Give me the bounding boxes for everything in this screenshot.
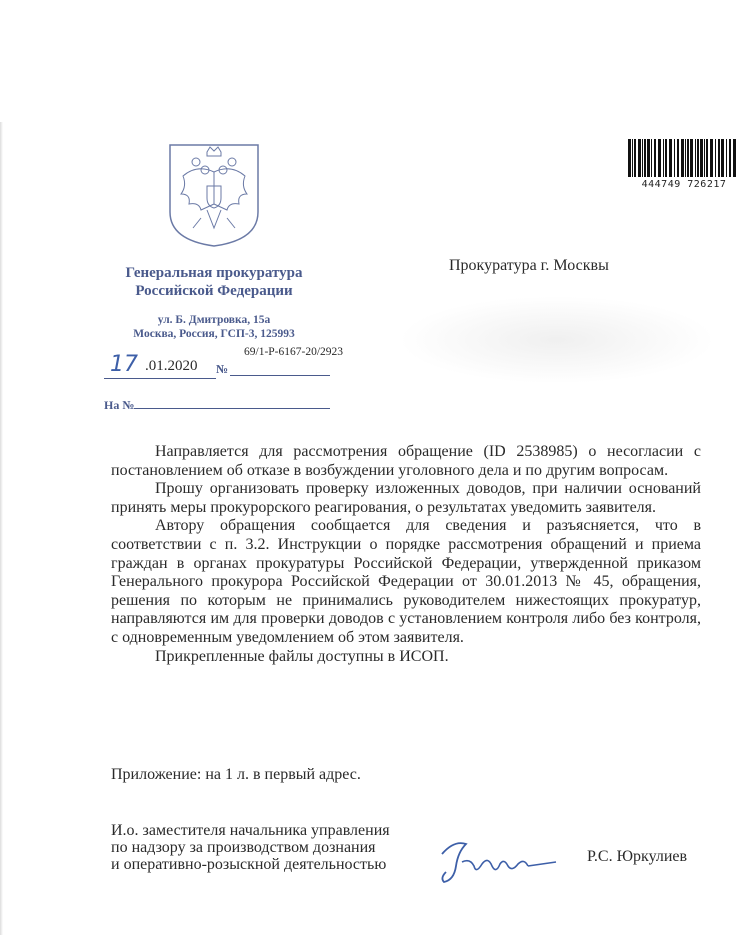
organization-address-line1: ул. Б. Дмитровка, 15а [157, 314, 271, 326]
barcode-bar [681, 139, 684, 177]
organization-name [100, 264, 328, 300]
organization-name-line1: Генеральная прокуратура [125, 265, 303, 281]
barcode-bar [658, 139, 661, 177]
addressee: Прокуратура г. Москвы [449, 257, 609, 274]
barcode-bar [706, 139, 708, 177]
organization-address-line2: Москва, Россия, ГСП-3, 125993 [133, 328, 295, 340]
body-paragraph-1: Направляется для рассмотрения обращение (ID 2538985) о несогласии с постановлением об отказе в возбуждении уголовного дела и по другим вопросам. [111, 443, 701, 479]
barcode-bar [718, 139, 720, 177]
date-handwritten: 17 [110, 352, 138, 377]
barcode-bar [632, 139, 633, 177]
barcode-icon [626, 139, 742, 177]
body-paragraph-4: Прикрепленные файлы доступны в ИСОП. [155, 647, 449, 665]
appendix-note: Приложение: на 1 л. в первый адрес. [111, 766, 361, 783]
signer-position-line3: и оперативно-розыскной деятельностью [111, 856, 387, 873]
barcode-bar [647, 139, 650, 177]
barcode-bar [654, 139, 656, 177]
signer-position-line1: И.о. заместителя начальника управления [111, 822, 390, 839]
barcode-bar [697, 139, 699, 177]
body-paragraph-3: Автору обращения сообщается для сведения и разъясняется, что в соответствии с п. 3.2. Инструкции о порядке рассмотрения обращений и приема граждан в органах прокуратуры Российской Федерации, утвержденной приказом Генерального прокурора Российской Федерации от 30.01.2013 № 45, обращения, решения по которым не принимались руководителем нижестоящих прокуратур, направляются им для проверки доводов с установлением контроля либо без контроля, с одновременным уведомлением об этом заявителя. [111, 517, 701, 646]
barcode-bar [644, 139, 646, 177]
barcode-bar [669, 139, 672, 177]
signer-name: Р.С. Юркулиев [587, 848, 688, 865]
scan-edge-shadow [0, 122, 3, 935]
barcode-bar [642, 139, 643, 177]
barcode-bar [704, 139, 705, 177]
barcode-bar [628, 139, 631, 177]
organization-address [100, 313, 328, 341]
reply-to-label: На № [104, 398, 135, 412]
barcode-bar [687, 139, 689, 177]
date-printed: .01.2020 [145, 358, 198, 374]
barcode-bar [695, 139, 696, 177]
barcode-bar [710, 139, 713, 177]
barcode-bar [729, 139, 731, 177]
barcode-bar [674, 139, 675, 177]
body-paragraph-2: Прошу организовать проверку изложенных доводов, при наличии оснований принять меры прокурорского реагирования, о результатах уведомить заявителя. [111, 480, 701, 516]
redacted-area [398, 296, 716, 384]
reply-to-field-line [134, 408, 330, 409]
signer-position [111, 822, 431, 873]
barcode-bar [733, 139, 736, 177]
barcode-bar [634, 139, 636, 177]
letter-body [111, 443, 701, 666]
barcode-bar [638, 139, 641, 177]
barcode-bar [665, 139, 667, 177]
barcode-bar [690, 139, 693, 177]
barcode-bar [700, 139, 703, 177]
number-label: № [216, 362, 229, 376]
coat-of-arms-icon [167, 142, 261, 248]
barcode-bar [651, 139, 652, 177]
outgoing-number: 69/1-Р-6167-20/2923 [244, 346, 344, 358]
signature-icon [436, 832, 560, 890]
barcode-bar [685, 139, 686, 177]
signer-position-line2: по надзору за производством дознания [111, 839, 376, 856]
organization-name-line2: Российской Федерации [135, 283, 293, 299]
barcode-bar [677, 139, 679, 177]
barcode-bar [663, 139, 664, 177]
barcode-bar [715, 139, 716, 177]
barcode-number: 444749 726217 [641, 179, 727, 190]
barcode-bar [726, 139, 727, 177]
barcode-bar [721, 139, 724, 177]
number-field-line [230, 375, 330, 376]
